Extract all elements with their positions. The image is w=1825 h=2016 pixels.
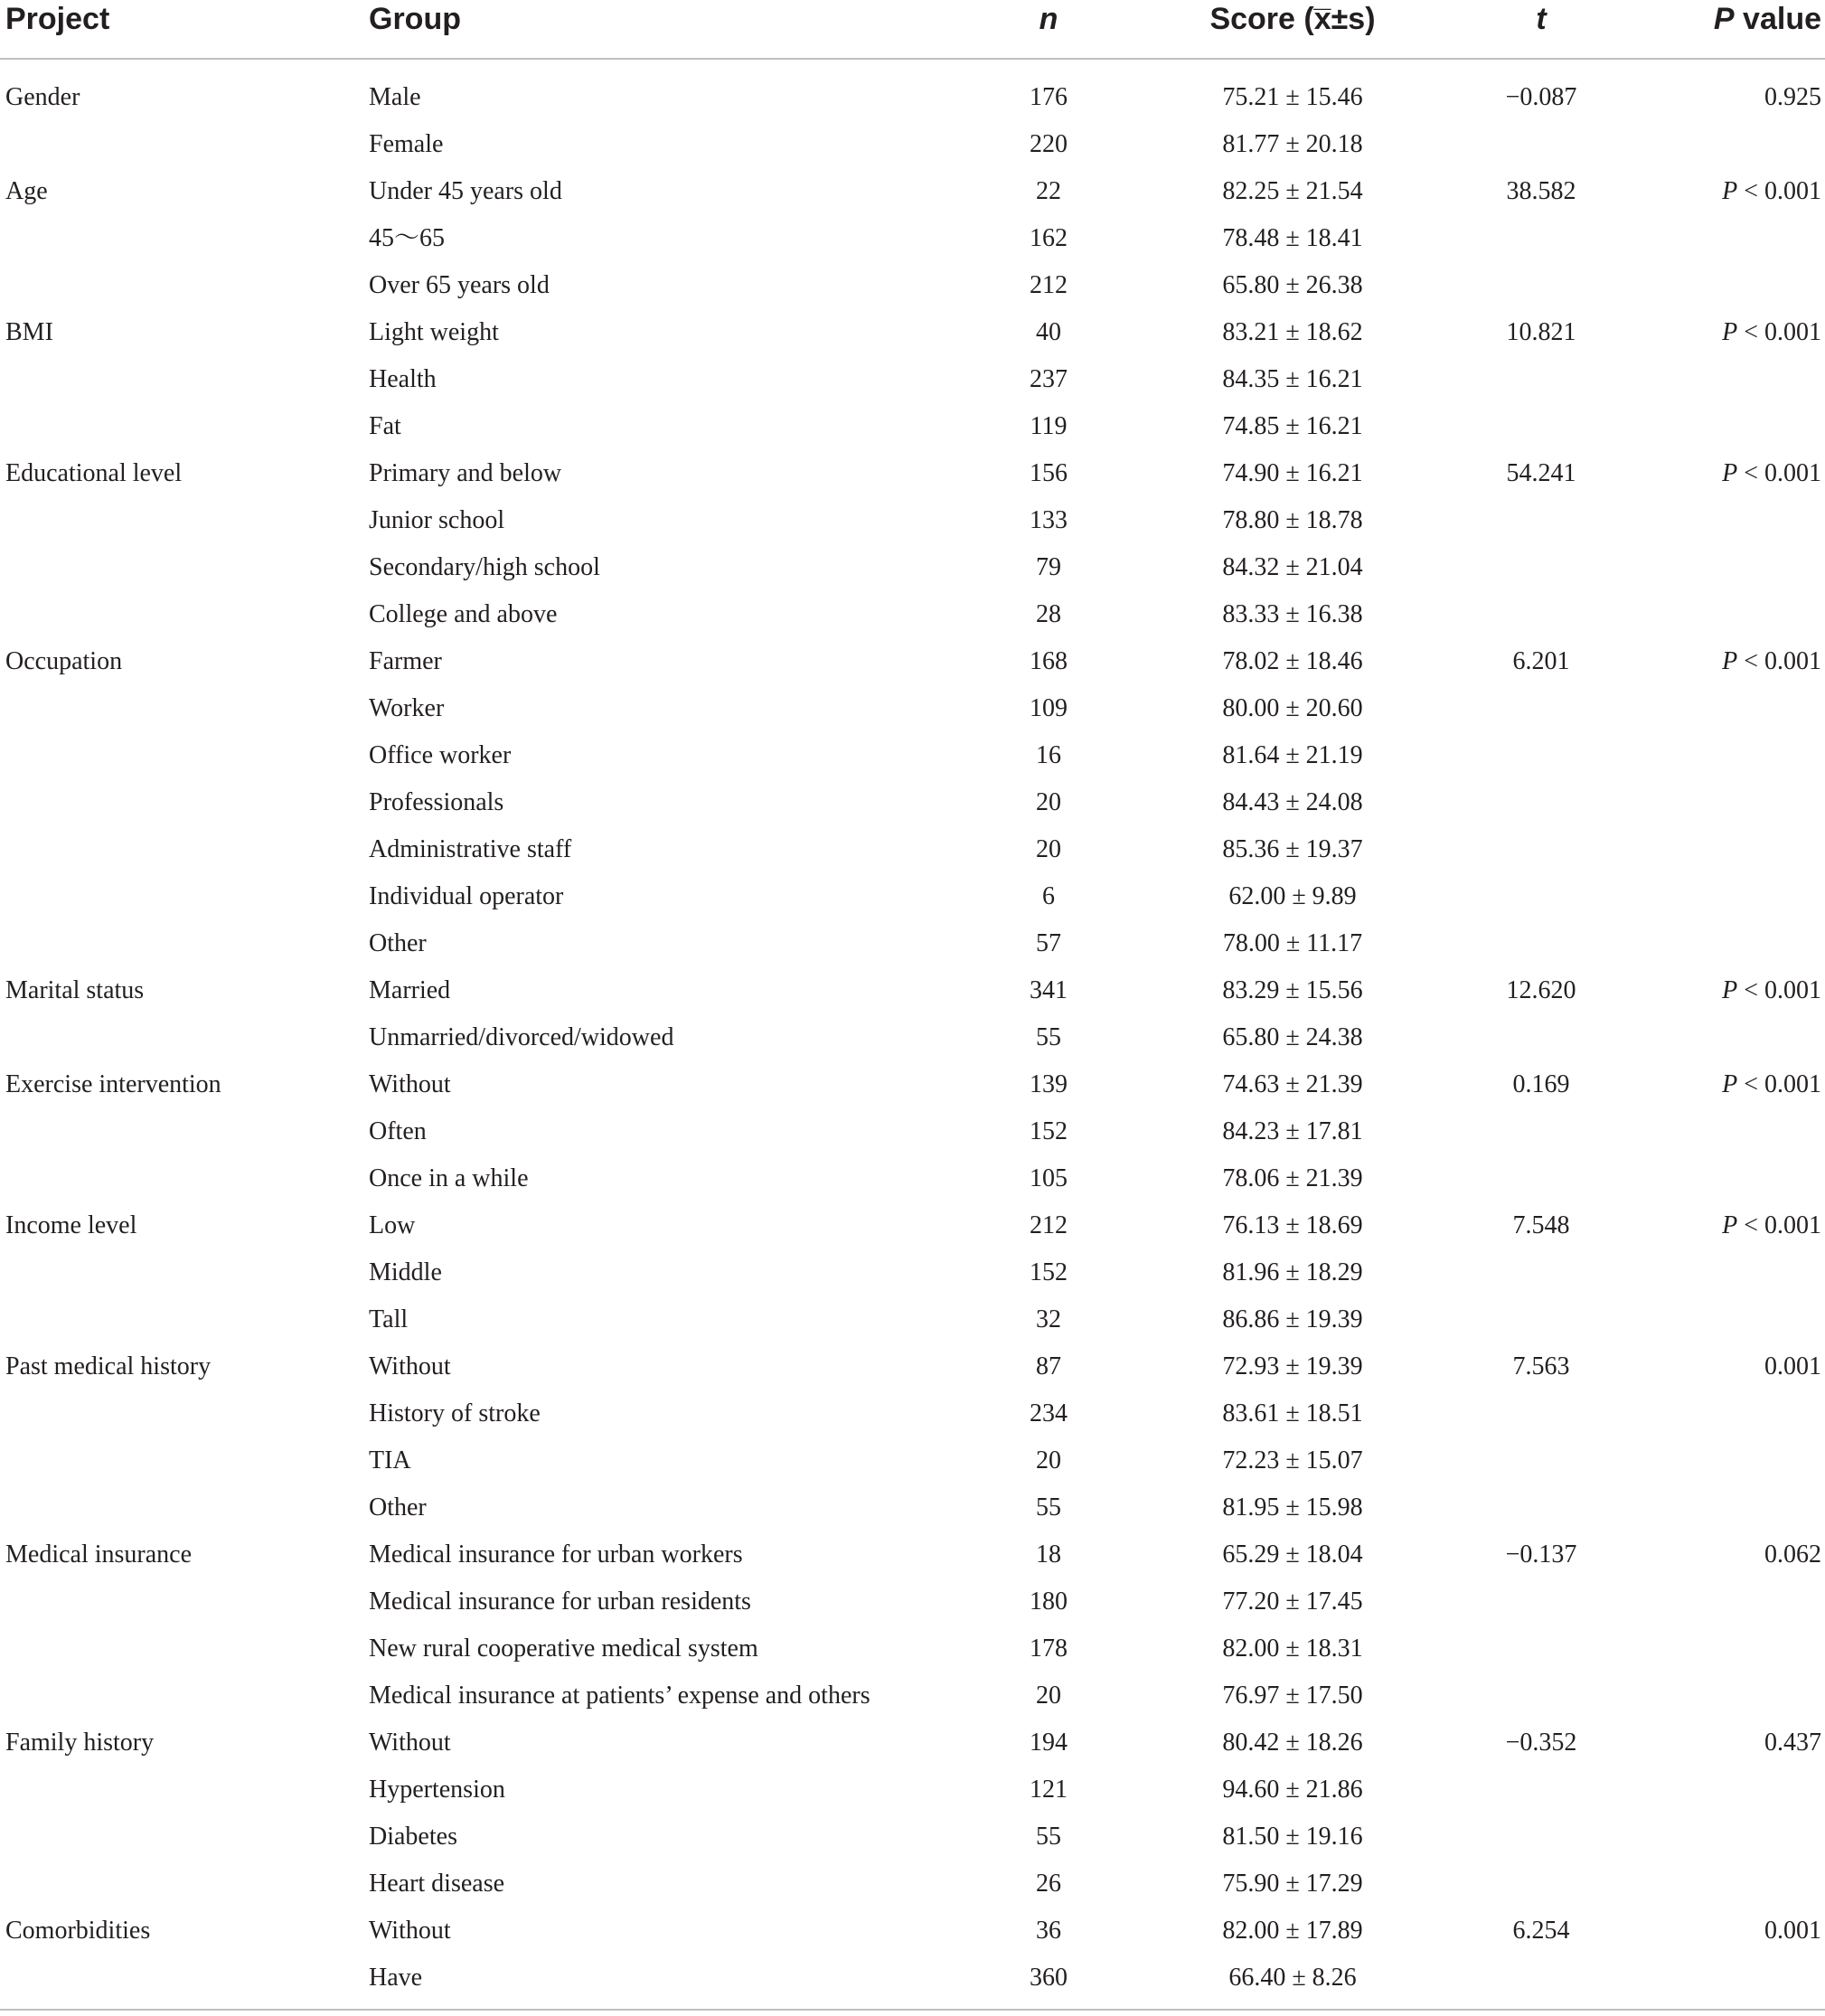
cell-n: 20 [1036,835,1061,863]
table-row [0,74,1825,121]
table-row [0,1061,1825,1108]
cell-group: Professionals [369,788,504,816]
cell-score: 84.43 ± 24.08 [1222,788,1363,816]
cell-n: 119 [1030,412,1068,440]
table-row [0,1766,1825,1813]
cell-score: 94.60 ± 21.86 [1222,1776,1363,1804]
cell-project: Gender [5,83,80,111]
cell-score: 80.00 ± 20.60 [1222,694,1363,722]
cell-group: Worker [369,694,445,722]
cell-n: 32 [1036,1305,1061,1333]
cell-group: Fat [369,412,401,440]
cell-group: Office worker [369,741,512,769]
cell-project: Family history [5,1729,155,1757]
cell-group: College and above [369,600,558,628]
cell-n: 176 [1030,83,1068,111]
cell-group: Other [369,929,427,957]
cell-score: 84.32 ± 21.04 [1222,553,1363,581]
cell-t: 12.620 [1506,976,1576,1004]
cell-p-value: 0.437 [1764,1729,1821,1757]
cell-score: 78.48 ± 18.41 [1222,224,1363,252]
cell-n: 178 [1030,1634,1068,1663]
cell-group: Without [369,1070,451,1098]
cell-n: 194 [1030,1729,1068,1757]
cell-project: Age [5,177,48,205]
cell-n: 180 [1030,1587,1068,1616]
cell-n: 139 [1030,1070,1068,1098]
table-row [0,1249,1825,1296]
cell-group: Other [369,1493,427,1521]
cell-project: BMI [5,318,53,346]
table-row [0,1202,1825,1249]
table-row [0,309,1825,356]
cell-score: 83.61 ± 18.51 [1222,1399,1363,1427]
cell-n: 26 [1036,1870,1061,1898]
cell-score: 85.36 ± 19.37 [1222,835,1363,863]
cell-score: 84.35 ± 16.21 [1222,365,1363,393]
cell-score: 81.77 ± 20.18 [1222,130,1363,158]
header-project: Project [5,2,110,36]
cell-group: Middle [369,1258,442,1286]
cell-n: 16 [1036,741,1061,769]
cell-group: Administrative staff [369,835,572,863]
cell-n: 18 [1036,1540,1061,1569]
table-row [0,1719,1825,1766]
cell-group: Tall [369,1305,409,1333]
cell-group: Without [369,1352,451,1380]
table-row [0,779,1825,826]
table-row [0,450,1825,497]
cell-n: 220 [1030,130,1068,158]
cell-t: 6.201 [1512,647,1570,675]
header-t: t [1536,2,1547,36]
cell-group: Medical insurance for urban residents [369,1587,751,1616]
table-row [0,920,1825,967]
header-score: Score (x̅±s) [1209,2,1376,36]
cell-score: 75.90 ± 17.29 [1222,1870,1363,1898]
cell-t: −0.137 [1505,1540,1577,1569]
cell-score: 65.80 ± 24.38 [1222,1023,1363,1051]
table-row [0,1437,1825,1484]
table-row [0,1908,1825,1955]
cell-n: 152 [1030,1117,1068,1145]
table-row [0,732,1825,779]
cell-t: 7.548 [1512,1211,1570,1239]
cell-group: Male [369,83,421,111]
cell-project: Comorbidities [5,1917,151,1945]
table-body [0,74,1825,2002]
table-row [0,967,1825,1014]
cell-t: 6.254 [1512,1917,1570,1945]
cell-n: 109 [1030,694,1068,722]
cell-p-value: P < 0.001 [1722,1070,1821,1098]
cell-t: 38.582 [1506,177,1576,205]
table-row [0,591,1825,638]
cell-n: 20 [1036,1682,1061,1710]
cell-n: 168 [1030,647,1068,675]
cell-score: 62.00 ± 9.89 [1228,882,1357,910]
table-row [0,1296,1825,1343]
table-row [0,1861,1825,1908]
cell-score: 65.80 ± 26.38 [1222,271,1363,299]
cell-score: 81.50 ± 19.16 [1222,1823,1363,1851]
cell-n: 212 [1030,271,1068,299]
cell-score: 76.97 ± 17.50 [1222,1682,1363,1710]
cell-group: Medical insurance at patients’ expense and others [369,1682,870,1710]
cell-p-value: 0.001 [1764,1352,1821,1380]
table-row [0,1390,1825,1437]
header-p-value [1699,0,1821,38]
header-group: Group [369,2,461,36]
cell-score: 74.90 ± 16.21 [1222,459,1363,487]
table-row [0,121,1825,168]
cell-project: Educational level [5,459,183,487]
cell-group: Married [369,976,451,1004]
cell-score: 82.00 ± 18.31 [1222,1634,1363,1663]
table-row [0,1672,1825,1719]
cell-n: 121 [1030,1776,1068,1804]
cell-n: 237 [1030,365,1068,393]
table-row [0,1578,1825,1625]
cell-group: Without [369,1917,451,1945]
cell-group: Medical insurance for urban workers [369,1540,743,1569]
cell-t: 0.169 [1512,1070,1570,1098]
cell-score: 81.64 ± 21.19 [1222,741,1363,769]
table-row [0,638,1825,685]
table-row [0,1625,1825,1672]
cell-group: Primary and below [369,459,562,487]
cell-group: Farmer [369,647,442,675]
cell-t: 7.563 [1512,1352,1570,1380]
cell-t: −0.087 [1505,83,1577,111]
cell-group: Female [369,130,444,158]
cell-group: Secondary/high school [369,553,600,581]
cell-group: 45〜65 [369,224,446,252]
table-row [0,497,1825,544]
header-p-rest: value [1734,2,1821,36]
cell-group: Under 45 years old [369,177,562,205]
cell-group: Without [369,1729,451,1757]
cell-n: 40 [1036,318,1061,346]
cell-n: 55 [1036,1023,1061,1051]
cell-project: Marital status [5,976,145,1004]
cell-group: Health [369,365,437,393]
table-row [0,1813,1825,1861]
cell-group: Over 65 years old [369,271,550,299]
cell-n: 55 [1036,1823,1061,1851]
table-row [0,685,1825,732]
cell-n: 341 [1030,976,1068,1004]
table-row [0,544,1825,591]
table-row [0,1484,1825,1531]
cell-p-value: P < 0.001 [1722,318,1821,346]
cell-project: Past medical history [5,1352,212,1380]
cell-t: −0.352 [1505,1729,1577,1757]
cell-score: 77.20 ± 17.45 [1222,1587,1363,1616]
cell-group: Diabetes [369,1823,457,1851]
cell-score: 78.02 ± 18.46 [1222,647,1363,675]
cell-score: 84.23 ± 17.81 [1222,1117,1363,1145]
cell-n: 28 [1036,600,1061,628]
cell-p-value: 0.925 [1764,83,1821,111]
cell-n: 57 [1036,929,1061,957]
cell-score: 65.29 ± 18.04 [1222,1540,1363,1569]
cell-score: 83.21 ± 18.62 [1222,318,1363,346]
cell-n: 360 [1030,1964,1068,1992]
cell-n: 234 [1030,1399,1068,1427]
cell-score: 78.80 ± 18.78 [1222,506,1363,534]
cell-group: Unmarried/divorced/widowed [369,1023,674,1051]
cell-n: 212 [1030,1211,1068,1239]
cell-p-value: P < 0.001 [1722,647,1821,675]
cell-n: 79 [1036,553,1061,581]
cell-n: 105 [1030,1164,1068,1192]
table-row [0,262,1825,309]
cell-n: 20 [1036,1446,1061,1474]
cell-p-value: P < 0.001 [1722,177,1821,205]
cell-score: 78.06 ± 21.39 [1222,1164,1363,1192]
cell-score: 83.33 ± 16.38 [1222,600,1363,628]
cell-score: 75.21 ± 15.46 [1222,83,1363,111]
cell-n: 22 [1036,177,1061,205]
cell-score: 78.00 ± 11.17 [1222,929,1363,957]
cell-p-value: P < 0.001 [1722,1211,1821,1239]
cell-n: 6 [1042,882,1055,910]
cell-group: Often [369,1117,427,1145]
header-n: n [1039,2,1058,36]
cell-group: Light weight [369,318,499,346]
cell-score: 82.00 ± 17.89 [1222,1917,1363,1945]
cell-n: 162 [1030,224,1068,252]
cell-group: Individual operator [369,882,564,910]
cell-project: Occupation [5,647,123,675]
cell-n: 20 [1036,788,1061,816]
cell-score: 83.29 ± 15.56 [1222,976,1363,1004]
table-row [0,826,1825,873]
cell-score: 76.13 ± 18.69 [1222,1211,1363,1239]
table-row [0,215,1825,262]
table-row [0,1014,1825,1061]
cell-score: 72.93 ± 19.39 [1222,1352,1363,1380]
cell-t: 54.241 [1506,459,1576,487]
cell-n: 36 [1036,1917,1061,1945]
cell-group: Hypertension [369,1776,505,1804]
table-row [0,1343,1825,1390]
table-row [0,168,1825,215]
cell-group: TIA [369,1446,411,1474]
table-row [0,1108,1825,1155]
cell-score: 74.63 ± 21.39 [1222,1070,1363,1098]
cell-score: 72.23 ± 15.07 [1222,1446,1363,1474]
cell-group: Heart disease [369,1870,505,1898]
cell-score: 80.42 ± 18.26 [1222,1729,1363,1757]
cell-score: 81.96 ± 18.29 [1222,1258,1363,1286]
cell-n: 156 [1030,459,1068,487]
table-row [0,356,1825,403]
cell-n: 87 [1036,1352,1061,1380]
cell-group: Junior school [369,506,505,534]
cell-project: Income level [5,1211,137,1239]
cell-group: New rural cooperative medical system [369,1634,758,1663]
cell-group: Have [369,1964,423,1992]
header-p-letter: P [1713,2,1735,36]
cell-t: 10.821 [1506,318,1576,346]
cell-project: Medical insurance [5,1540,193,1569]
cell-group: Low [369,1211,416,1239]
cell-score: 82.25 ± 21.54 [1222,177,1363,205]
cell-score: 66.40 ± 8.26 [1228,1964,1357,1992]
table-row [0,1155,1825,1202]
cell-n: 133 [1030,506,1068,534]
cell-p-value: P < 0.001 [1722,459,1821,487]
cell-project: Exercise intervention [5,1070,221,1098]
table-row [0,1955,1825,2002]
table-header [0,0,1825,60]
cell-score: 74.85 ± 16.21 [1222,412,1363,440]
cell-p-value: P < 0.001 [1722,976,1821,1004]
cell-n: 152 [1030,1258,1068,1286]
cell-p-value: 0.062 [1764,1540,1821,1569]
table-row [0,1531,1825,1578]
cell-group: Once in a while [369,1164,529,1192]
bottom-rule [0,2009,1825,2011]
cell-score: 86.86 ± 19.39 [1222,1305,1363,1333]
cell-n: 55 [1036,1493,1061,1521]
table-row [0,873,1825,920]
cell-p-value: 0.001 [1764,1917,1821,1945]
table-row [0,403,1825,450]
cell-group: History of stroke [369,1399,541,1427]
cell-score: 81.95 ± 15.98 [1222,1493,1363,1521]
